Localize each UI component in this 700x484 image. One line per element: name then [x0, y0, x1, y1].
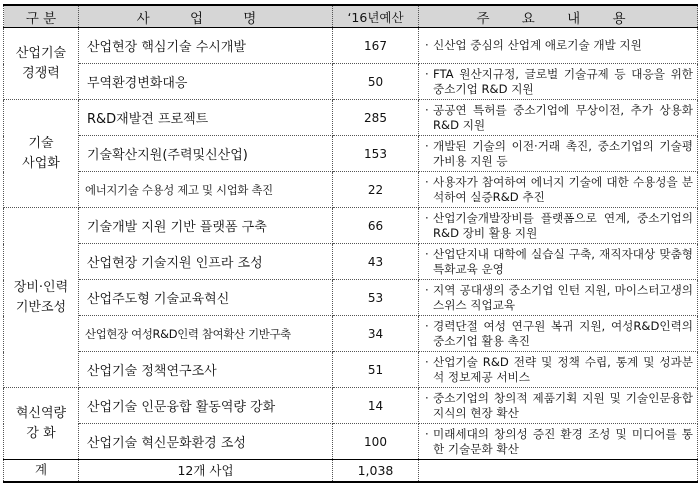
budget-value: 43 [333, 244, 419, 280]
budget-value: 153 [333, 136, 419, 172]
category-cell: 기술 사업화 [4, 100, 79, 208]
project-name: 산업기술 혁신문화환경 조성 [79, 424, 333, 460]
project-name: R&D재발견 프로젝트 [79, 100, 333, 136]
header-content: 주 요 내 용 [419, 5, 698, 28]
description: · 공공연 특허를 중소기업에 무상이전, 추가 상용화 R&D 지원 [419, 100, 698, 136]
table-row [4, 64, 698, 100]
table-row [4, 100, 698, 136]
table-row [4, 28, 698, 64]
description: · 개발된 기술의 이전·거래 촉진, 중소기업의 기술평가비용 지원 등 [419, 136, 698, 172]
description: · 산업기술개발장비를 플랫폼으로 연계, 중소기업의 R&D 장비 활용 지원 [419, 208, 698, 244]
budget-value: 14 [333, 388, 419, 424]
project-name: 산업현장 핵심기술 수시개발 [79, 28, 333, 64]
table-row [4, 316, 698, 352]
description: · 사용자가 참여하여 에너지 기술에 대한 수용성을 분석하여 실증R&D 추진 [419, 172, 698, 208]
total-budget: 1,038 [333, 460, 419, 482]
project-name: 산업기술 인문융합 활동역량 강화 [79, 388, 333, 424]
header-budget: ‘16년예산 [333, 5, 419, 28]
budget-value: 53 [333, 280, 419, 316]
table-row [4, 244, 698, 280]
table-header-row [4, 5, 698, 28]
table-row [4, 424, 698, 460]
total-row [4, 460, 698, 482]
description: · FTA 원산지규정, 글로벌 기술규제 등 대응을 위한 중소기업 R&D 지원 [419, 64, 698, 100]
category-cell: 산업기술 경쟁력 [4, 28, 79, 100]
project-name: 무역환경변화대응 [79, 64, 333, 100]
description: · 중소기업의 창의적 제품기획 지원 및 기술인문융합 지식의 현장 확산 [419, 388, 698, 424]
project-name: 기술개발 지원 기반 플랫폼 구축 [79, 208, 333, 244]
table-row [4, 280, 698, 316]
budget-value: 22 [333, 172, 419, 208]
project-name: 산업기술 정책연구조사 [79, 352, 333, 388]
description: · 산업기술 R&D 전략 및 정책 수립, 통계 및 성과분석 정보제공 서비스 [419, 352, 698, 388]
project-name: 기술확산지원(주력및신산업) [79, 136, 333, 172]
project-budget-table [3, 4, 698, 483]
description: · 산업단지내 대학에 실습실 구축, 재직자대상 맞춤형 특화교육 운영 [419, 244, 698, 280]
description: · 신산업 중심의 산업계 애로기술 개발 지원 [419, 28, 698, 64]
description: · 지역 공대생의 중소기업 인턴 지원, 마이스터고생의 스위스 직업교육 [419, 280, 698, 316]
category-cell: 혁신역량 강 화 [4, 388, 79, 460]
budget-value: 50 [333, 64, 419, 100]
total-description [419, 460, 698, 482]
project-name: 산업현장 여성R&D인력 참여확산 기반구축 [79, 316, 333, 352]
total-project-count: 12개 사업 [79, 460, 333, 482]
table-row [4, 352, 698, 388]
header-project: 사 업 명 [79, 5, 333, 28]
budget-value: 285 [333, 100, 419, 136]
budget-value: 100 [333, 424, 419, 460]
project-name: 산업주도형 기술교육혁신 [79, 280, 333, 316]
budget-value: 34 [333, 316, 419, 352]
budget-value: 51 [333, 352, 419, 388]
description: · 경력단절 여성 연구원 복귀 지원, 여성R&D인력의 중소기업 활용 촉진 [419, 316, 698, 352]
total-label: 계 [4, 460, 79, 482]
category-cell: 장비·인력 기반조성 [4, 208, 79, 388]
budget-value: 66 [333, 208, 419, 244]
description: · 미래세대의 창의성 증진 환경 조성 및 미디어를 통한 기술문화 확산 [419, 424, 698, 460]
table-row [4, 208, 698, 244]
header-category: 구 분 [4, 5, 79, 28]
table-row [4, 136, 698, 172]
project-name: 산업현장 기술지원 인프라 조성 [79, 244, 333, 280]
table-row [4, 388, 698, 424]
table-row [4, 172, 698, 208]
project-name: 에너지기술 수용성 제고 및 시업화 촉진 [79, 172, 333, 208]
budget-value: 167 [333, 28, 419, 64]
